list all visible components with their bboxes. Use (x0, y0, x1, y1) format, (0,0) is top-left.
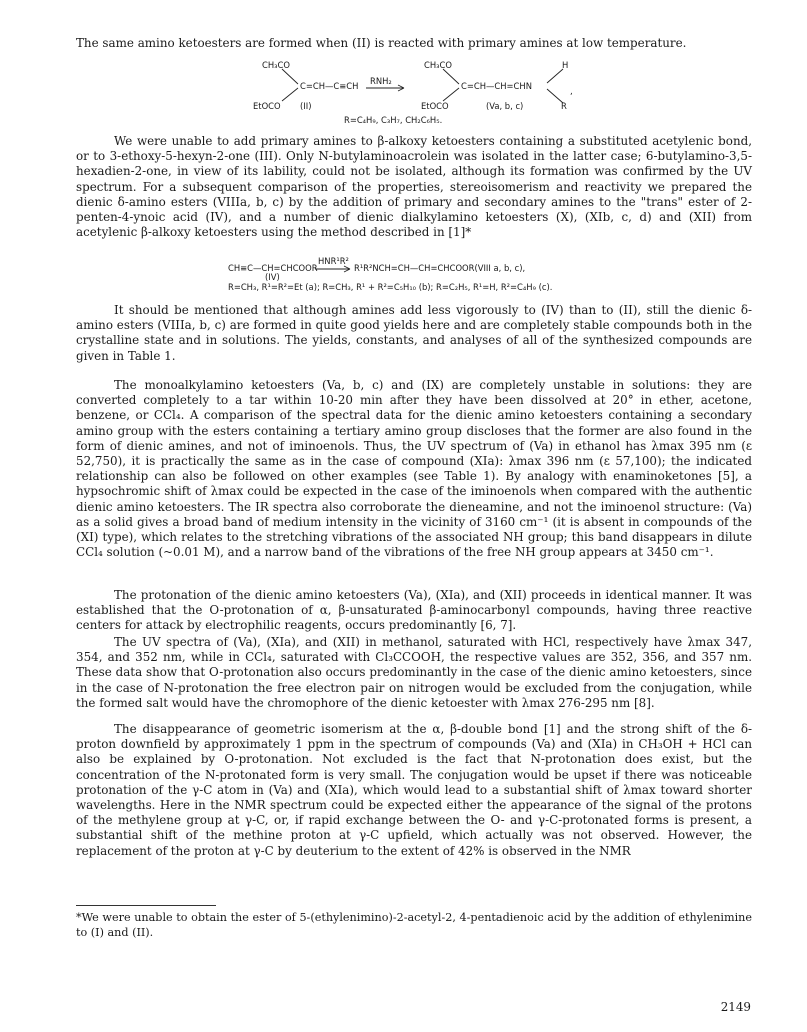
scheme-2-reactant: CH≡C—CH=CHCOOR (228, 263, 318, 273)
reaction-scheme-2 (0, 0, 807, 300)
scheme-1-amine-r: R (561, 101, 567, 111)
scheme-1-r-definitions: R=C₄H₉, C₃H₇, CH₂C₆H₅. (344, 115, 443, 125)
scheme-1-right-acetyl: CH₃CO (424, 60, 452, 70)
scheme-1-left-acetyl: CH₃CO (262, 60, 290, 70)
paragraph-geometric-isomerism: The disappearance of geometric isomerism at the α, β-double bond [1] and the strong shift of the δ-proton downfield by approximately 1 ppm in the spectrum of compounds (Va) and (XIa) in CH₃OH + HCl can also be explained by O-protonation. Not excluded is the fact that N-protonation does exist, but the concentration of the N-protonated form is very small. The conjugation would be upset if there was noticeable protonation of the γ-C atom in (Va) and (XIa), which would lead to a substantial shift of λmax toward shorter wavelengths. Here in the NMR spectrum could be expected either the appearance of the signal of the protons of the methylene group at γ-C, or, if rapid exchange between the O- and γ-C-protonated forms is present, a substantial shift of the methine proton at γ-C upfield, which actually was not observed. However, the replacement of the proton at γ-C by deuterium to the extent of 42% is observed in the NMR (76, 722, 752, 858)
compound-va-label: (Va, b, c) (486, 101, 524, 111)
scheme-2-product: R¹R²NCH=CH—CH=CHCOOR(VIII a, b, c), (354, 263, 526, 273)
scheme-1-left-ester: EtOCO (253, 101, 281, 111)
intro-sentence: The same amino ketoesters are formed when (II) is reacted with primary amines at low temperature. (76, 36, 687, 50)
compound-ii-label: (II) (300, 101, 312, 111)
scheme-2-arrow (0, 0, 807, 300)
paragraph-monoalkylamino-ketoesters: The monoalkylamino ketoesters (Va, b, c) and (IX) are completely unstable in solutions: they are converted completely to a tar within 10-20 min after they have been dissolved at 20° in ether, acetone, benzene, or CCl₄. A comparison of the spectral data for the dienic amino ketoesters containing a secondary amino group with the esters containing a tertiary amino group discloses that the former are also found in the form of dienic amines, and not of iminoenols. Thus, the UV spectrum of (Va) in ethanol has λmax 395 nm (ε 52,750), it is practically the same as in the case of compound (XIa): λmax 396 nm (ε 57,100); the indicated relationship can also be followed on other examples (see Table 1). By analogy with enaminoketones [5], a hypsochromic shift of λmax could be expected in the case of the iminoenols when compared with the authentic dienic amino ketoesters. The IR spectra also corroborate the dieneamine, and not the iminoenol structure: (Va) as a solid gives a broad band of medium intensity in the vicinity of 3160 cm⁻¹ (it is absent in compounds of the (XI) type), which relates to the stretching vibrations of the associated NH group; this band disappears in dilute CCl₄ solution (~0.01 M), and a narrow band of the vibrations of the free NH group appears at 3450 cm⁻¹. (76, 378, 752, 560)
paragraph-addition-primary-amines: We were unable to add primary amines to β-alkoxy ketoesters containing a substituted acetylenic bond, or to 3-ethoxy-5-hexyn-2-one (III). Only N-butylaminoacrolein was isolated in the latter case; 6-butylamino-3,5-hexadien-2-one, in view of its lability, could not be isolated, although its formation was confirmed by the UV spectrum. For a subsequent comparison of the properties, stereoisomerism and reactivity we prepared the dienic δ-amino esters (VIIIa, b, c) by the addition of primary and secondary amines to the "trans" ester of 2-penten-4-ynoic acid (IV), and a number of dienic dialkylamino ketoesters (X), (XIb, c, d) and (XII) from acetylenic β-alkoxy ketoesters using the method described in [1]* (76, 134, 752, 240)
footnote-rule (76, 905, 216, 906)
footnote: *We were unable to obtain the ester of 5-(ethylenimino)-2-acetyl-2, 4-pentadienoic acid by the addition of ethylenimine to (I) and (II). (76, 911, 752, 939)
arrow-reagent-rnh2: RNH₂ (370, 76, 392, 86)
scheme-1-right-ester: EtOCO (421, 101, 449, 111)
paragraph-protonation: The protonation of the dienic amino ketoesters (Va), (XIa), and (XII) proceeds in identical manner. It was established that the O-protonation of α, β-unsaturated β-aminocarbonyl compounds, having three reactive centers for attack by electrophilic reagents, occurs predominantly [6, 7]. (76, 588, 752, 633)
paragraph-dienic-amino-esters: It should be mentioned that although amines add less vigorously to (IV) than to (II), still the dienic δ-amino esters (VIIIa, b, c) are formed in quite good yields here and are completely stable compounds both in the crystalline state and in solutions. The yields, constants, and analyses of all of the synthesized compounds are given in Table 1. (76, 303, 752, 363)
scheme-1-right-chain: C=CH—CH=CHN (461, 81, 532, 91)
scheme-1-left-chain: C=CH—C≡CH (300, 81, 359, 91)
arrow-reagent-hnr1r2: HNR¹R² (318, 256, 349, 266)
scheme-1-comma: , (570, 86, 573, 96)
scheme-2-r-definitions: R=CH₃, R¹=R²=Et (a); R=CH₃, R¹ + R²=C₅H₁₀ (b); R=C₂H₅, R¹=H, R²=C₄H₉ (c). (228, 282, 553, 292)
page-number: 2149 (720, 1000, 751, 1014)
scheme-1-amine-h: H (562, 60, 569, 70)
paragraph-uv-spectra: The UV spectra of (Va), (XIa), and (XII) in methanol, saturated with HCl, respectively have λmax 347, 354, and 352 nm, while in CCl₄, saturated with Cl₃CCOOH, the respective values are 352, 356, and 357 nm. These data show that O-protonation also occurs predominantly in the case of the dienic amino ketoesters, since in the case of N-protonation the free electron pair on nitrogen would be excluded from the conjugation, while the formed salt would have the chromophore of the dienic ketoester with λmax 276-295 nm [8]. (76, 635, 752, 710)
compound-iv-label: (IV) (265, 272, 280, 282)
